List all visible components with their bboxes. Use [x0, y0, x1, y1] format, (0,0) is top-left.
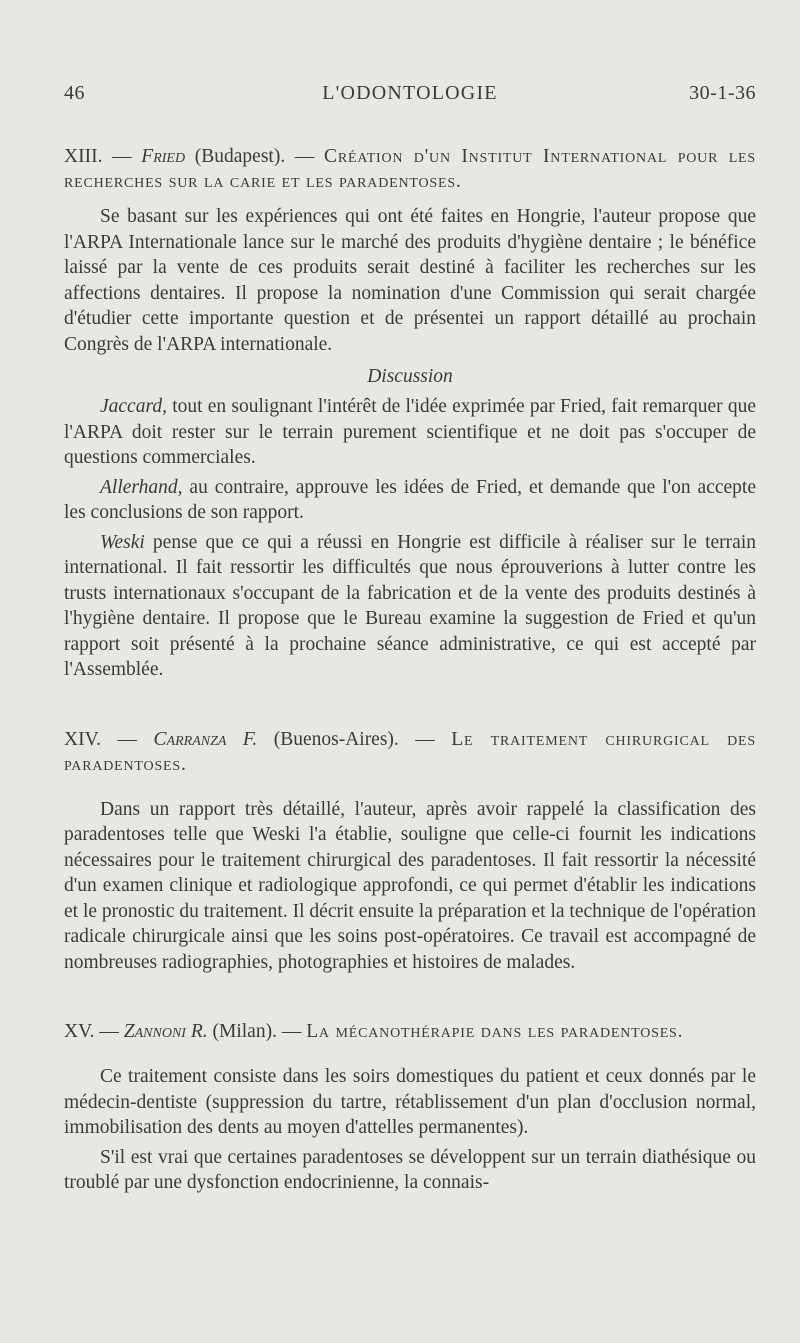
- section-title: La mécanothérapie dans les paradentoses.: [306, 1021, 684, 1042]
- speaker-name: Allerhand,: [100, 476, 183, 498]
- author-place: (Buenos-Aires).: [273, 728, 399, 750]
- section-xv-paragraph: S'il est vrai que certaines paradentoses se développent sur un terrain diathésique ou troublé par une dysfonction endocrinienne, la connais-: [64, 1146, 756, 1193]
- author-name: Fried: [141, 146, 186, 167]
- page-number: 46: [64, 82, 85, 104]
- section-xv-heading: [64, 1019, 756, 1044]
- section-numeral: XV.: [64, 1021, 95, 1042]
- author-name: Carranza: [153, 728, 227, 750]
- author-initial: R.: [190, 1021, 208, 1042]
- section-xv-paragraph: Ce traitement consiste dans les soirs domestiques du patient et ceux donnés par le médecin-dentiste (suppression du tartre, rétablissement d'un plan d'occlusion normal, immobilisation des dents au moyen d'attelles permanentes).: [64, 1066, 756, 1138]
- section-xiii-paragraph: Se basant sur les expériences qui ont été faites en Hongrie, l'auteur propose que l'ARPA Internationale lance sur le marché des produits d'hygiène dentaire ; le bénéfice laissé par la vente de ces produits serait destiné à faciliter les recherches sur les affections dentaires. Il propose la nomination d'une Commission qui serait chargée d'étudier cette importante question et de présentei un rapport détaillé au prochain Congrès de l'ARPA internationale.: [64, 206, 756, 355]
- section-xiv-heading: [64, 727, 756, 777]
- discussion-paragraph-allerhand: [64, 475, 756, 526]
- issue-date: 30-1-36: [689, 82, 756, 104]
- journal-title: L'ODONTOLOGIE: [322, 82, 498, 104]
- section-title: Le traitement chirurgical des paradentoses.: [64, 728, 756, 775]
- heading-dash: —: [294, 146, 315, 167]
- section-xiii-heading: [64, 144, 756, 194]
- discussion-paragraph-weski: [64, 530, 756, 683]
- speaker-text: pense que ce qui a réussi en Hongrie est difficile à réaliser sur le terrain international. Il fait ressortir les difficultés que nous éprouverions à lutter contre les trusts internationaux s'occupant de la fabrication et de la vente des produits destinés à l'hygiène dentaire. Il propose que le Bureau examine la suggestion de Fried et qu'un rapport soit présenté à la prochaine séance administrative, ce qui est accepté par l'Assemblée.: [64, 531, 756, 680]
- discussion-paragraph-jaccard: [64, 394, 756, 471]
- speaker-text: au contraire, approuve les idées de Fried, et demande que l'on accepte les conclusions de son rapport.: [64, 476, 756, 523]
- author-place: (Milan).: [212, 1021, 277, 1042]
- heading-dash: —: [99, 1021, 119, 1042]
- heading-dash: —: [281, 1021, 302, 1042]
- discussion-heading: Discussion: [367, 366, 453, 387]
- running-header: [64, 82, 756, 114]
- author-place: (Budapest).: [194, 146, 286, 167]
- section-numeral: XIII.: [64, 146, 103, 167]
- heading-dash: —: [415, 728, 435, 750]
- heading-dash: —: [112, 146, 132, 167]
- section-xiv-paragraph: Dans un rapport très détaillé, l'auteur, après avoir rappelé la classification des paradentoses telle que Weski l'a établie, souligne que celle-ci fournit les indications nécessaires pour le traitement chirurgical des paradentoses. Il fait ressortir la nécessité d'un examen clinique et radiologique approfondi, ce qui permet d'établir les indications et le pronostic du traitement. Il décrit ensuite la préparation et la technique de l'opération radicale chirurgicale ainsi que les soins post-opératoires. Ce travail est accompagné de nombreuses radiographies, photographies et histoires de malades.: [64, 798, 756, 973]
- section-title: Création d'un Institut International pour les recherches sur la carie et les paradentoses.: [64, 146, 756, 192]
- section-numeral: XIV.: [64, 728, 102, 750]
- speaker-text: tout en soulignant l'intérêt de l'idée exprimée par Fried, fait remarquer que l'ARPA doit rester sur le terrain purement scientifique et ne doit pas s'occuper de questions commerciales.: [64, 396, 756, 468]
- author-name: Zannoni: [123, 1021, 186, 1042]
- author-initial: F.: [242, 728, 258, 750]
- document-page: [64, 82, 756, 1196]
- speaker-name: Jaccard,: [100, 396, 167, 417]
- speaker-name: Weski: [100, 531, 145, 553]
- heading-dash: —: [117, 728, 138, 750]
